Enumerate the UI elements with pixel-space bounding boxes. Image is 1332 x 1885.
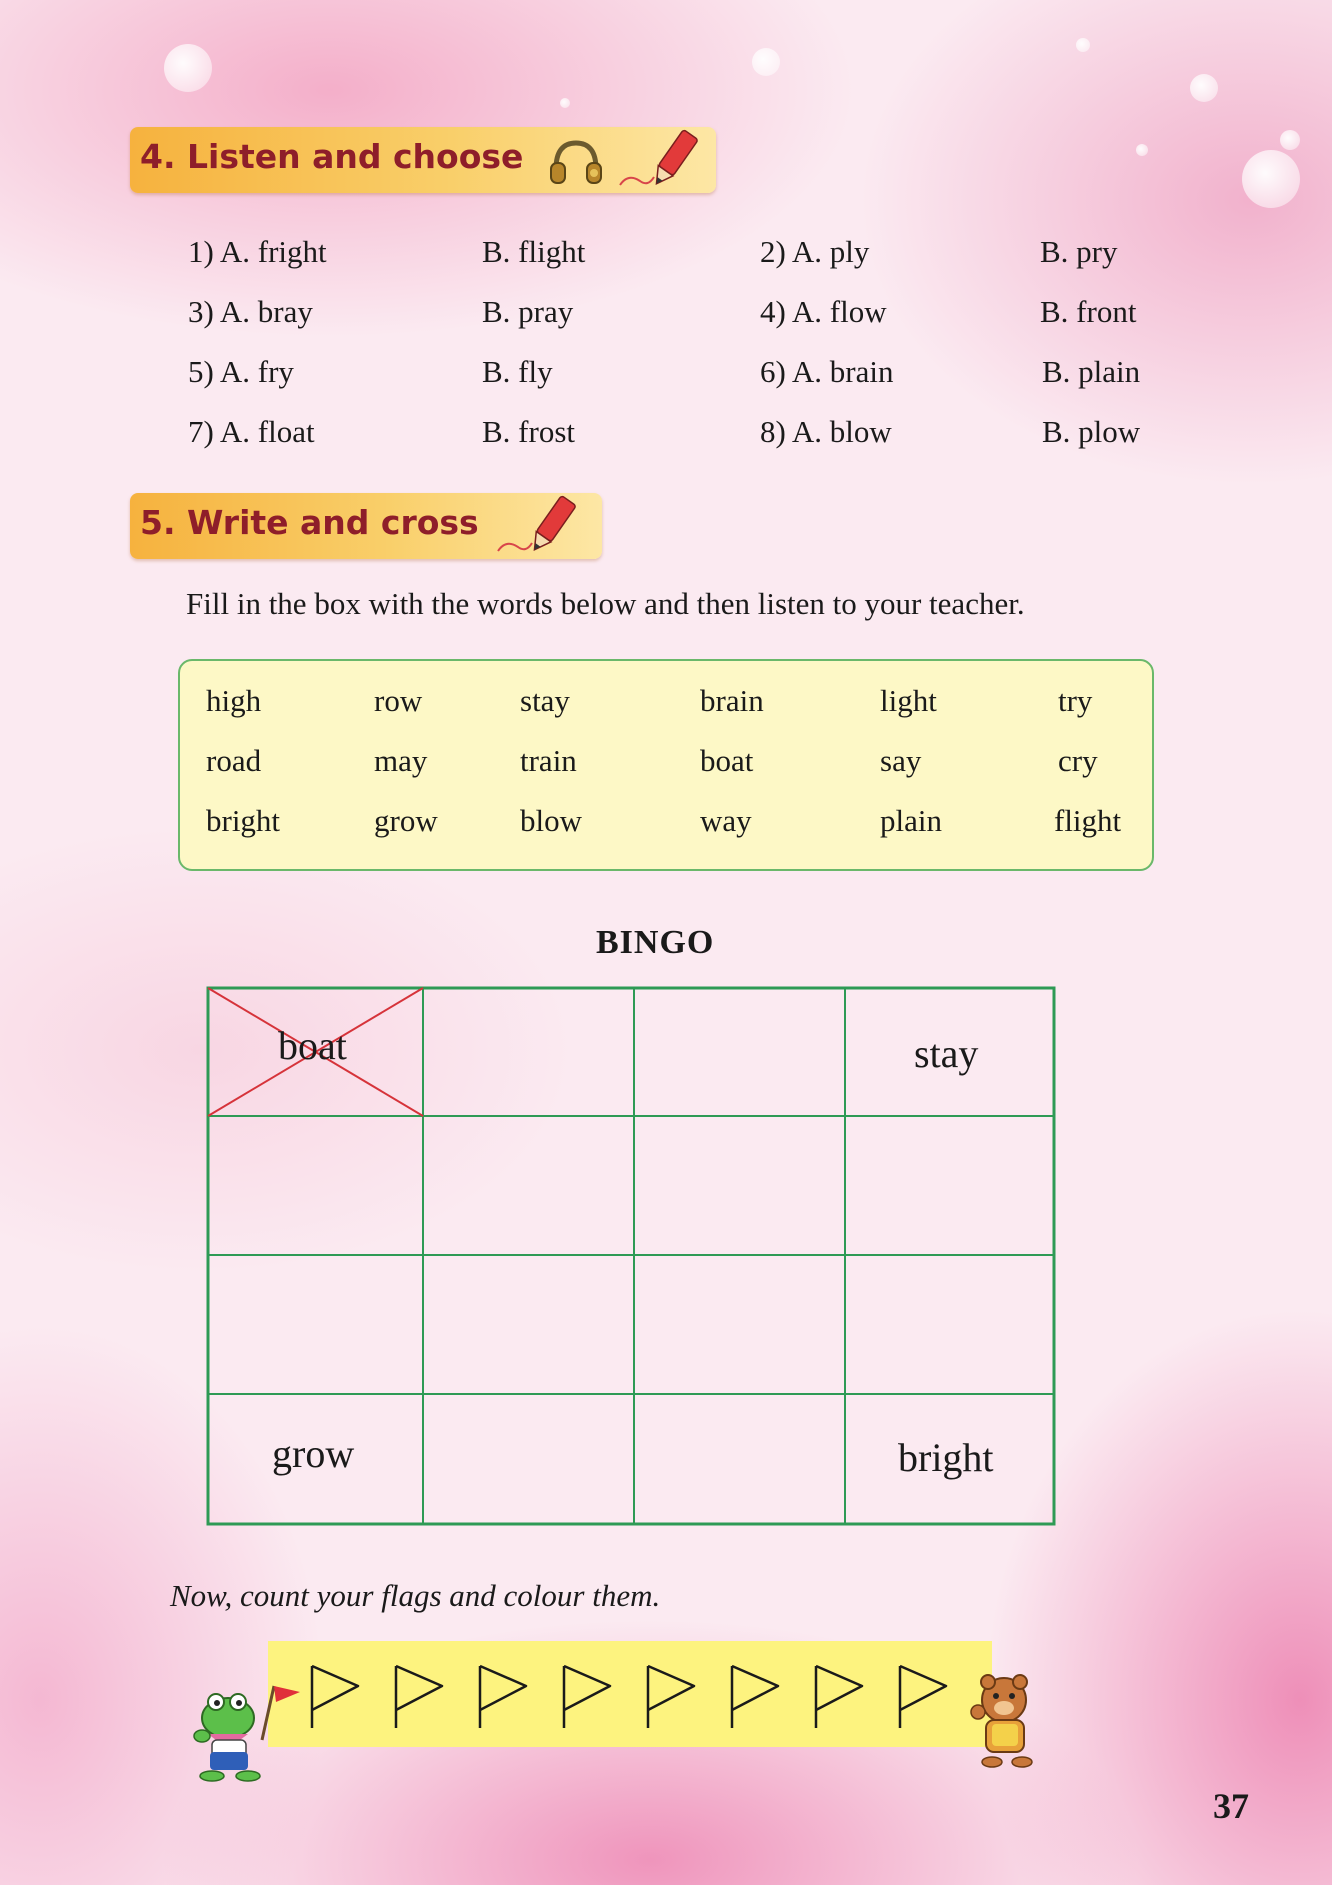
item-number: 8) bbox=[760, 414, 786, 449]
option-a[interactable]: A. brain bbox=[791, 354, 894, 389]
word-bank-word: may bbox=[374, 743, 428, 778]
word-bank-word: stay bbox=[520, 683, 570, 718]
instruction-text: Fill in the box with the words below and then listen to your teacher. bbox=[186, 586, 1025, 621]
word-bank-word: flight bbox=[1054, 803, 1122, 838]
word-bank-word: light bbox=[880, 683, 937, 718]
option-a[interactable]: A. fry bbox=[219, 354, 294, 389]
option-b[interactable]: B. pray bbox=[482, 294, 574, 329]
word-bank-word: boat bbox=[700, 743, 754, 778]
bingo-title: BINGO bbox=[596, 924, 715, 961]
option-b[interactable]: B. plain bbox=[1042, 354, 1141, 389]
bingo-cell-word: bright bbox=[898, 1435, 994, 1480]
word-bank-word: way bbox=[700, 803, 752, 838]
item-number: 3) bbox=[188, 294, 214, 329]
bingo-cell-word: stay bbox=[914, 1031, 979, 1076]
page-number: 37 bbox=[1213, 1786, 1249, 1826]
word-bank-word: row bbox=[374, 683, 423, 718]
item-number: 1) bbox=[188, 234, 214, 269]
item-number: 6) bbox=[760, 354, 786, 389]
word-bank-word: cry bbox=[1058, 743, 1098, 778]
word-bank-word: say bbox=[880, 743, 922, 778]
item-number: 4) bbox=[760, 294, 786, 329]
flags-prompt: Now, count your flags and colour them. bbox=[170, 1578, 661, 1613]
bingo-cell-word: grow bbox=[272, 1431, 355, 1476]
word-bank-word: plain bbox=[880, 803, 942, 838]
word-bank-word: blow bbox=[520, 803, 582, 838]
word-bank-word: train bbox=[520, 743, 577, 778]
bingo-cell-word: boat bbox=[278, 1023, 347, 1068]
word-bank-word: high bbox=[206, 683, 262, 718]
option-b[interactable]: B. flight bbox=[482, 234, 586, 269]
word-bank-word: brain bbox=[700, 683, 764, 718]
option-b[interactable]: B. frost bbox=[482, 414, 575, 449]
option-b[interactable]: B. pry bbox=[1040, 234, 1118, 269]
option-a[interactable]: A. bray bbox=[219, 294, 313, 329]
option-a[interactable]: A. flow bbox=[791, 294, 887, 329]
word-bank-word: road bbox=[206, 743, 262, 778]
option-a[interactable]: A. blow bbox=[791, 414, 892, 449]
item-number: 2) bbox=[760, 234, 786, 269]
option-b[interactable]: B. plow bbox=[1042, 414, 1141, 449]
option-b[interactable]: B. fly bbox=[482, 354, 553, 389]
option-b[interactable]: B. front bbox=[1040, 294, 1137, 329]
item-number: 7) bbox=[188, 414, 214, 449]
section-5-title: 5. Write and cross bbox=[140, 503, 479, 542]
option-a[interactable]: A. float bbox=[219, 414, 315, 449]
word-bank-word: try bbox=[1058, 683, 1093, 718]
option-a[interactable]: A. ply bbox=[791, 234, 870, 269]
word-bank-word: grow bbox=[374, 803, 438, 838]
option-a[interactable]: A. fright bbox=[219, 234, 327, 269]
item-number: 5) bbox=[188, 354, 214, 389]
section-4-title: 4. Listen and choose bbox=[140, 137, 524, 176]
word-bank-word: bright bbox=[206, 803, 281, 838]
